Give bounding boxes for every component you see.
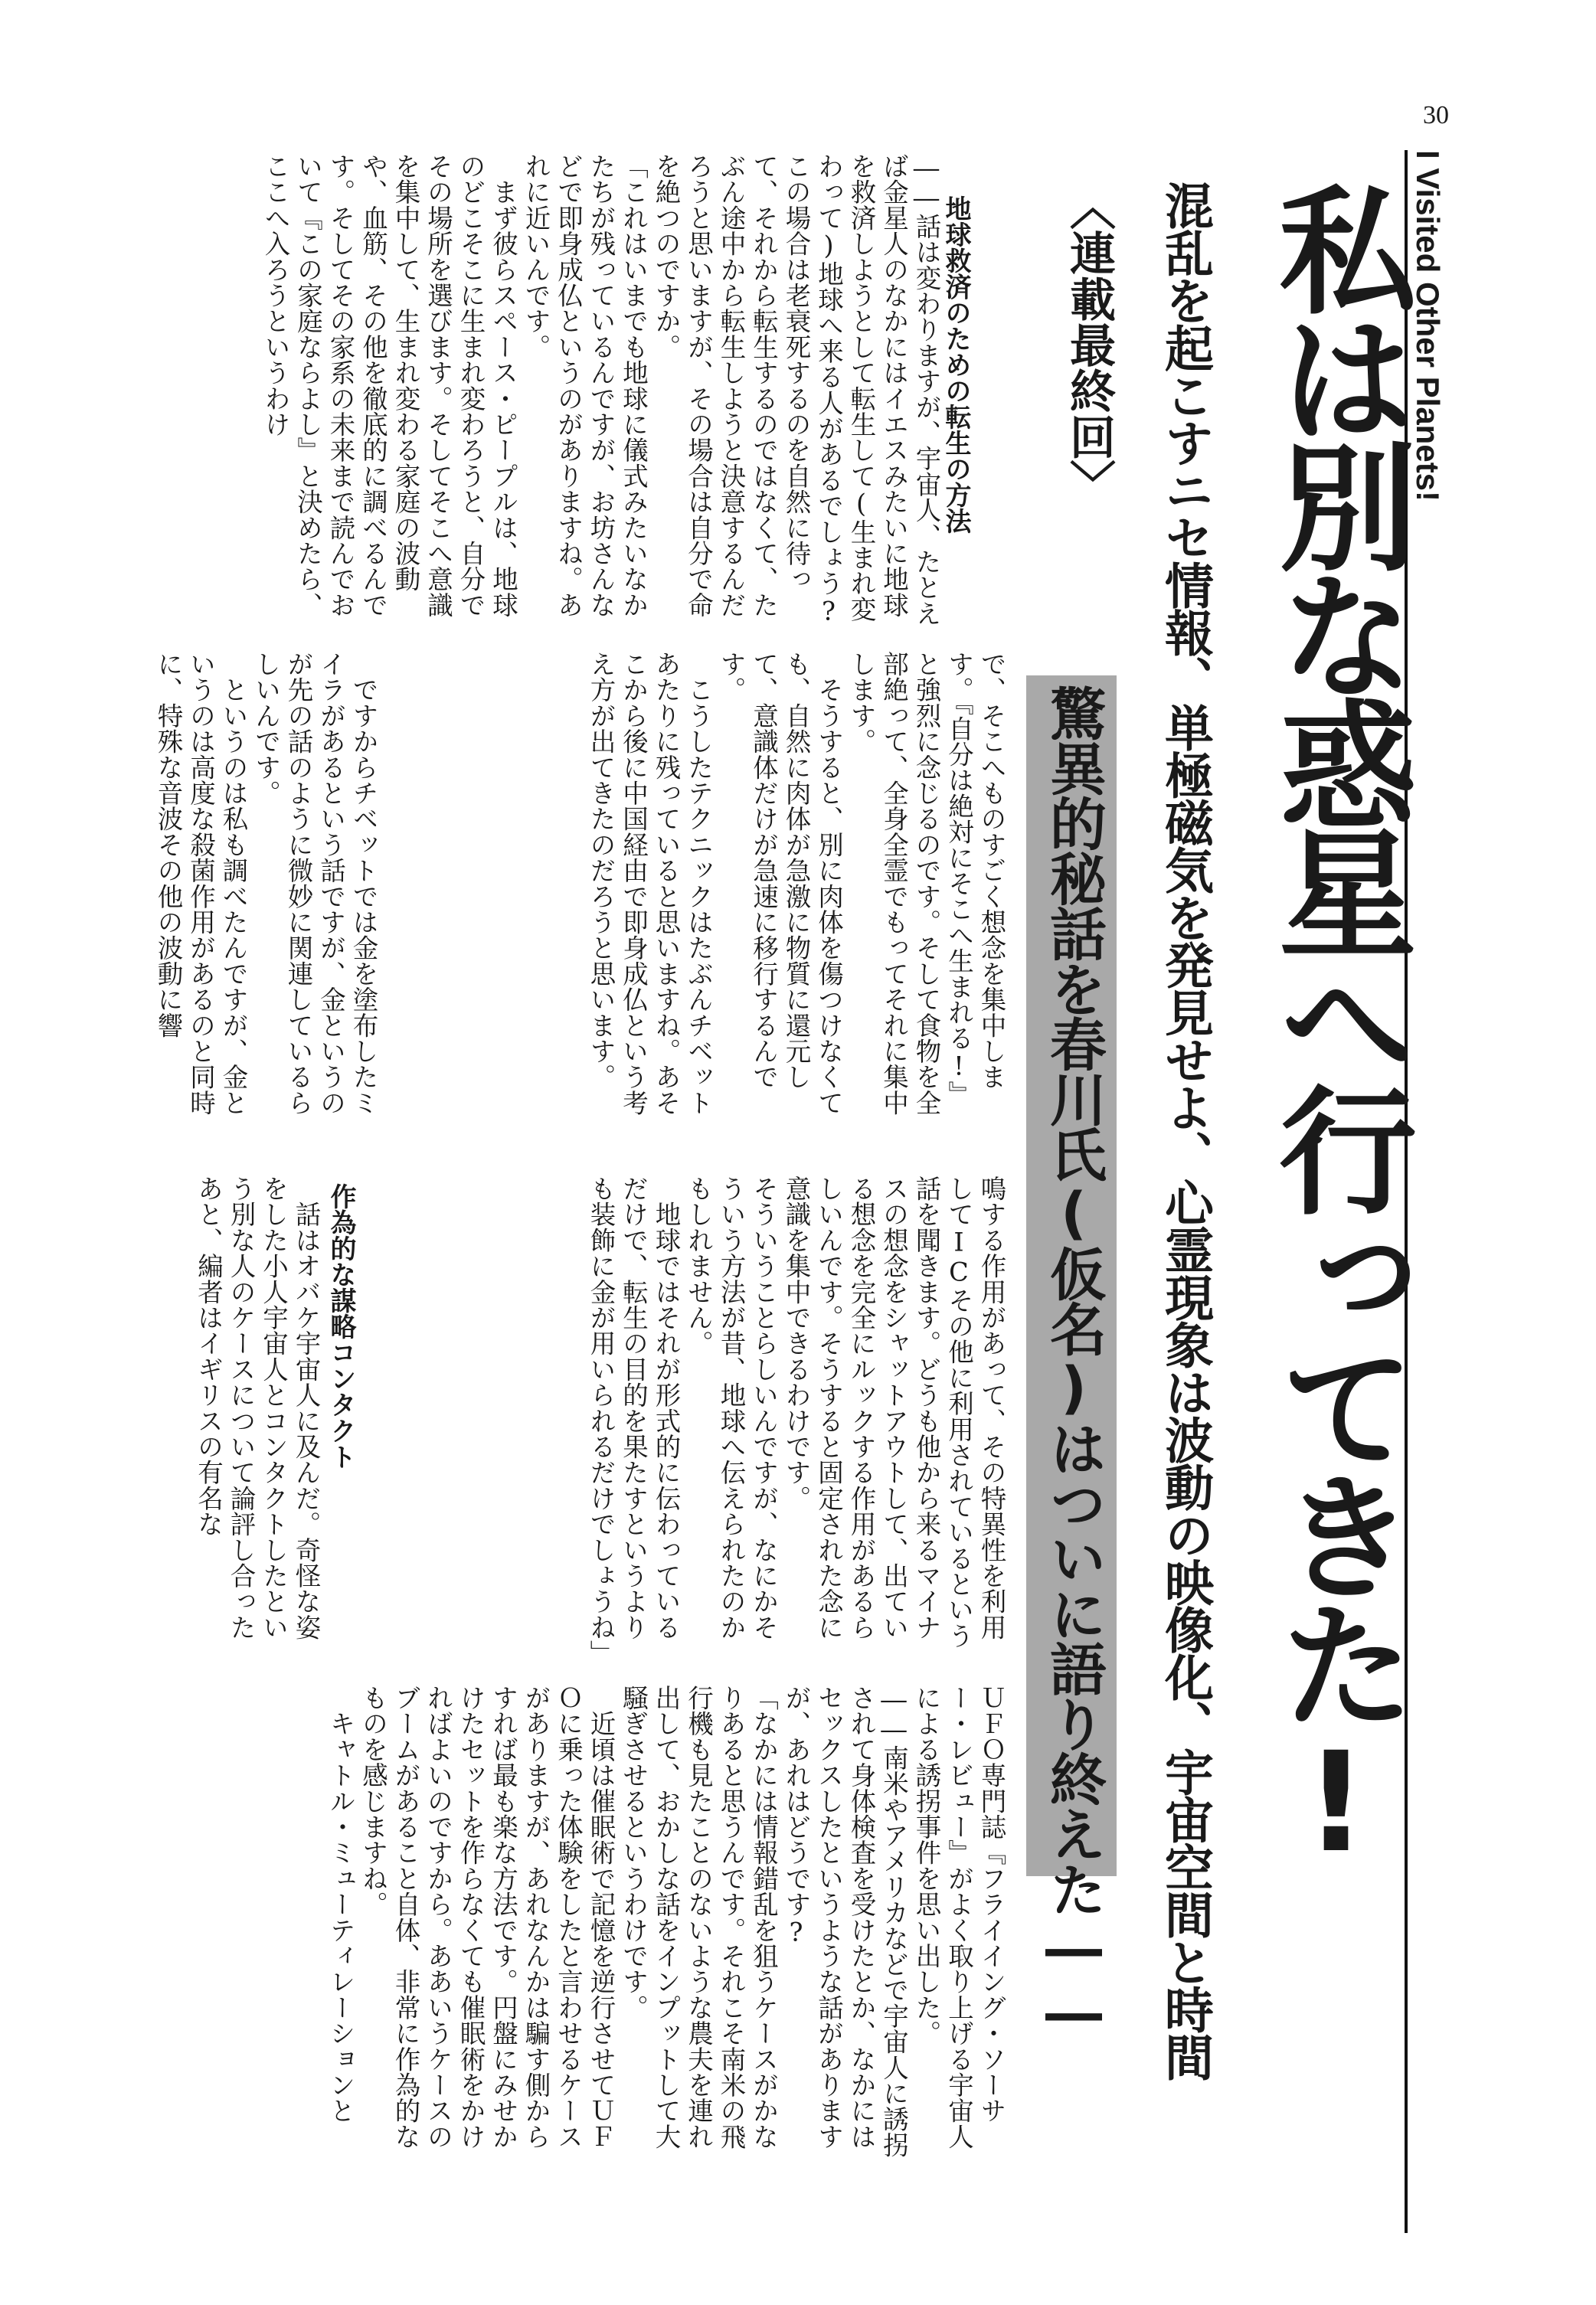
section-heading-reincarnation: 地球救済のための転生の方法 — [940, 195, 971, 534]
section-heading-abduction: 作為的な謀略コンタクト — [325, 1183, 356, 1470]
body-text-block: 話はオバケ宇宙人に及んだ。奇怪な姿をした小人宇宙人とコンタクトしたという別な人のケースについて論評し合ったあと、編者はイギリスの有名な — [193, 1175, 321, 1640]
body-text-block: 鳴する作用があって、その特異性を利用してICその他に利用されているという話を聞きます。どうも他から来るマイナスの想念をシャットアウトして、出ている想念を完全にルックする作用があるらしいんです。そうすると固定された念に意識を集中できるわけです。 そういうことらしいんですが、なにかそういう方法が昔、地球へ伝えられたのかもしれません。 地球ではそれが形式的に伝わっているだけで、転生の目的を果たすというよりも装飾に金が用いられるだけでしょうね」 — [586, 1175, 1006, 1666]
body-text-block: ですからチベットでは金を塗布したミイラがあるという話ですが、金というのが先の話のように微妙に関連しているらしいんです。 というのは私も調べたんですが、金というのは高度な殺菌作用があるのと同時に、特殊な音波その他の波動に響 — [153, 651, 378, 1116]
main-title: 私は別な惑星へ行ってきた! — [1256, 179, 1416, 1874]
body-text-block: ――話は変わりますが、宇宙人、たとえば金星人のなかにはイエスみたいに地球を救済しようとして転生して(生まれ変わって)地球へ来る人があるでしょう? この場合は老衰死するのを自然に待って、それから転生するのではなくて、たぶん途中から転生しようと決意するんだろうと思いますが、その場合は自分で命を絶つのですか。 「これはいまでも地球に儀式みたいなかたちが残っているんですが、お坊さんなどで即身成仏というのがありますね。あれに近いんです。 まず彼らスペース・ピープルは、地球のどこそこに生まれ変わろうと、自分でその場所を選びます。そしてそこへ意識を集中して、生まれ変わる家庭の波動や、血筋、その他を徹底的に調べるんです。そしてその家系の未来まで読んでおいて『この家庭ならよし』と決めたら、ここへ入ろうというわけ — [260, 153, 941, 626]
body-text-block: ＵＦＯ専門誌『フライイング・ソーサー・レビュー』がよく取り上げる宇宙人による誘拐事件を思い出した。 ――南米やアメリカなどで宇宙人に誘拐されて身体検査を受けたとか、なかにはセックスしたというような話がありますが、あれはどうです? 「なかには情報錯乱を狙うケースがかなりあると思うんです。それこそ南米の飛行機も見たことのないような農夫を連れ出して、おかしな話をインプットして大騒ぎさせるというわけです。 近頃は催眠術で記憶を逆行させてＵＦＯに乗った体験をしたと言わせるケースがありますが、あれなんかは騙す側からすれば最も楽な方法です。円盤にみせかけたセットを作らなくても催眠術をかければよいのですから。ああいうケースのブームがあること自体、非常に作為的なものを感じますね。 キャトル・ミューティレーションと — [325, 1685, 1006, 2158]
highlight-text: 驚異的秘話を春川氏(仮名)はついに語り終えた―― — [1041, 685, 1107, 2045]
subtitle: 混乱を起こすニセ情報、単極磁気を発見せよ、心霊現象は波動の映像化、宇宙空間と時間 — [1156, 181, 1213, 2080]
body-text-block: で、そこへものすごく想念を集中します。『自分は絶対にそこへ生まれる!』と強烈に念じるのです。そして食物を全部絶って、全身全霊でもってそれに集中します。 そうすると、別に肉体を傷つけなくても、自然に肉体が急激に物質に還元して、意識体だけが急速に移行するんです。 こうしたテクニックはたぶんチベットあたりに残っていると思いますね。あそこから後に中国経由で即身成仏という考え方が出てきたのだろうと思います。 — [586, 651, 1006, 1116]
english-title: I Visited Other Planets! — [1410, 150, 1446, 502]
page-number: 30 — [1423, 101, 1449, 129]
series-label: 〈連載最終回〉 — [1062, 184, 1116, 505]
